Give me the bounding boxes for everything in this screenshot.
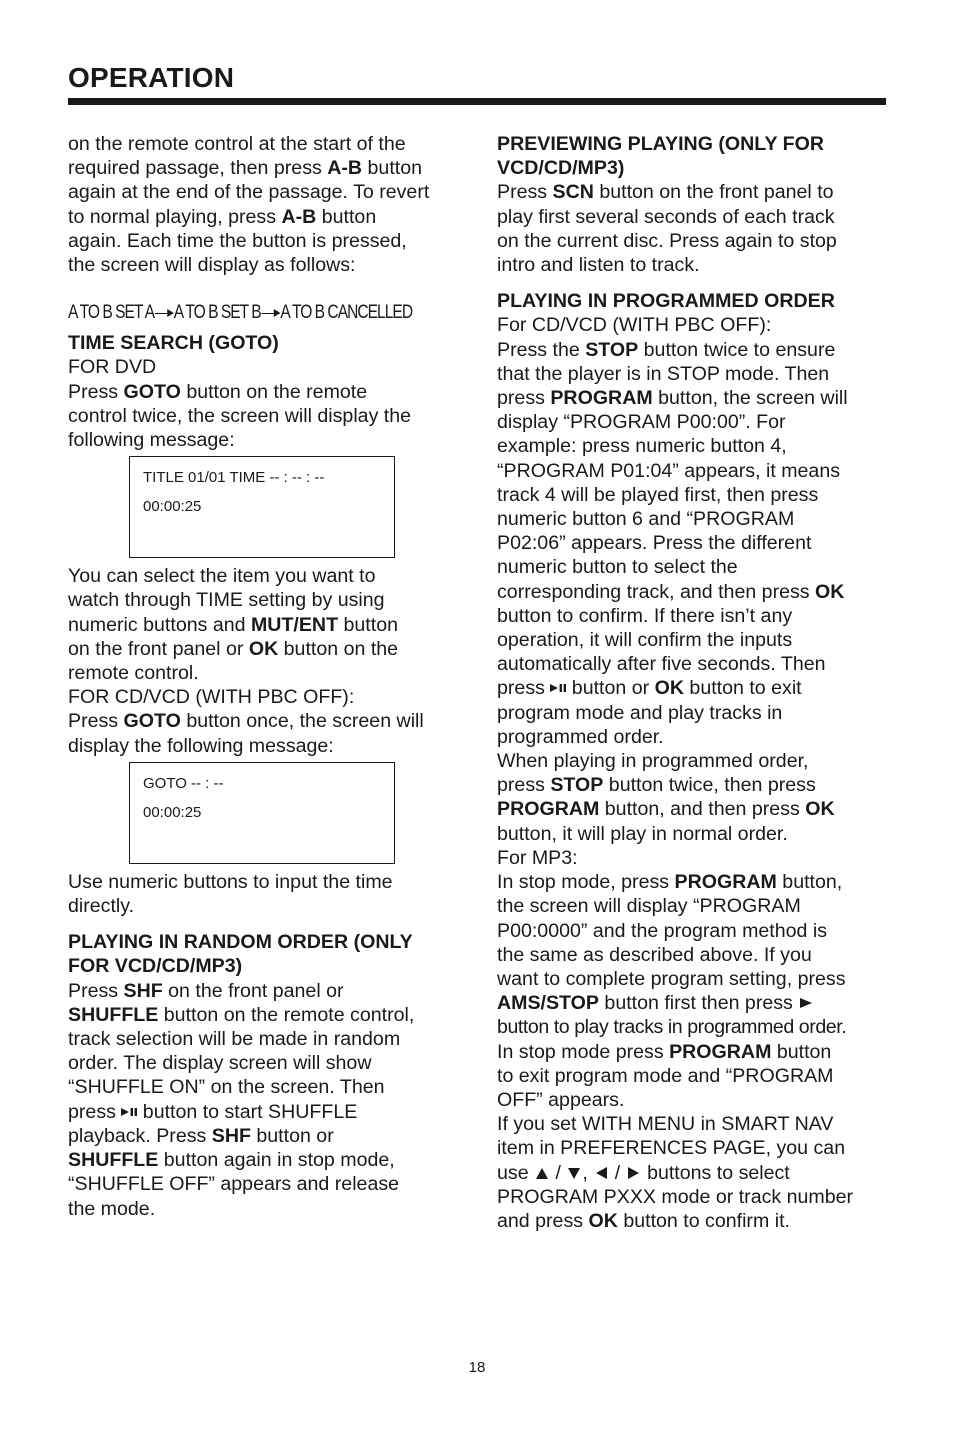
text-line <box>497 991 889 1015</box>
text: You can select the item you want to <box>68 565 376 588</box>
text-line <box>497 967 889 991</box>
text-line <box>68 1124 460 1148</box>
up-triangle-icon <box>534 1166 550 1180</box>
bold-text: PROGRAM <box>669 1040 772 1063</box>
text-line <box>497 483 889 507</box>
text-line <box>497 822 889 846</box>
text-line <box>497 773 889 797</box>
text: on the current disc. Press again to stop <box>497 229 837 252</box>
text: and press <box>497 1209 589 1232</box>
bold-text: STOP <box>585 338 639 361</box>
text-line <box>497 604 889 628</box>
text-line <box>68 180 460 204</box>
text-line <box>497 1064 889 1088</box>
text: again. Each time the button is pressed, <box>68 229 407 252</box>
display-line: 00:00:25 <box>143 498 202 516</box>
text: order. The display screen will show <box>68 1052 372 1075</box>
text: button or <box>250 1124 334 1147</box>
text-line <box>68 229 460 253</box>
text-line <box>497 1185 889 1209</box>
text: button on the <box>278 637 399 660</box>
text-line <box>68 380 460 404</box>
text-line <box>68 331 460 355</box>
down-triangle-icon <box>566 1166 582 1180</box>
bold-text: SCN <box>552 181 594 204</box>
text: automatically after five seconds. Then <box>497 653 826 676</box>
text: playback. Press <box>68 1124 212 1147</box>
display-box-dvd <box>129 456 395 558</box>
text: press <box>68 1100 122 1123</box>
text-line <box>497 229 889 253</box>
text-line <box>497 338 889 362</box>
random-order-section <box>68 930 460 1220</box>
text-line <box>497 846 889 870</box>
text-line <box>68 156 460 180</box>
play-icon <box>798 996 814 1010</box>
bold-text: SHF <box>211 1124 251 1147</box>
text-line <box>497 434 889 458</box>
text-line <box>497 652 889 676</box>
text-line <box>68 734 460 758</box>
text-line <box>68 355 460 379</box>
bold-text: PLAYING IN PROGRAMMED ORDER <box>497 290 835 313</box>
text: In stop mode press <box>497 1040 670 1063</box>
text-line <box>68 1197 460 1221</box>
text-line <box>497 894 889 918</box>
text-line <box>68 404 460 428</box>
text: If you set WITH MENU in SMART NAV <box>497 1113 834 1136</box>
ab-step-b: A TO B SET B <box>173 302 261 324</box>
text-line <box>497 386 889 410</box>
text: corresponding track, and then press <box>497 580 816 603</box>
text: “PROGRAM P01:04” appears, it means <box>497 459 841 482</box>
text: button <box>771 1040 832 1063</box>
text: For MP3: <box>497 846 578 869</box>
text: In stop mode, press <box>497 871 675 894</box>
text: press <box>497 774 551 797</box>
text: button, and then press <box>599 798 806 821</box>
text: again at the end of the passage. To revert <box>68 181 430 204</box>
bold-text: PROGRAM <box>497 798 600 821</box>
text-line <box>497 580 889 604</box>
text: button, <box>776 871 843 894</box>
text: P00:0000” and the program method is <box>497 919 828 942</box>
text: , <box>582 1161 594 1184</box>
text-line <box>497 943 889 967</box>
text: button, the screen will <box>652 387 848 410</box>
text-line <box>68 894 460 918</box>
text: play first several seconds of each track <box>497 205 835 228</box>
text: Use numeric buttons to input the time <box>68 870 393 893</box>
text: want to complete program setting, press <box>497 967 846 990</box>
numeric-paragraph <box>68 870 460 918</box>
arrow-right-icon <box>155 313 173 314</box>
text: display “PROGRAM P00:00”. For <box>497 411 786 434</box>
text: press <box>497 387 551 410</box>
bold-text: MUT/ENT <box>250 613 339 636</box>
preview-section <box>497 132 889 277</box>
text: “SHUFFLE ON” on the screen. Then <box>68 1076 385 1099</box>
bold-text: OK <box>654 677 684 700</box>
text-line <box>68 564 460 588</box>
text-line <box>68 930 460 954</box>
text: use <box>497 1161 535 1184</box>
text-line <box>68 1100 460 1124</box>
text-line <box>497 362 889 386</box>
text-line <box>497 132 889 156</box>
text: FOR DVD <box>68 356 157 379</box>
text: button first then press <box>598 992 799 1015</box>
text: programmed order. <box>497 725 664 748</box>
text-line <box>497 749 889 773</box>
header-rule <box>68 98 886 105</box>
text-line <box>497 1161 889 1185</box>
text-line <box>68 1003 460 1027</box>
text: button to exit <box>683 677 802 700</box>
text: directly. <box>68 895 135 918</box>
ab-step-cancelled: A TO B CANCELLED <box>280 302 413 324</box>
left-triangle-icon <box>593 1166 609 1180</box>
display-box-cd <box>129 762 395 864</box>
bold-text: TIME SEARCH (GOTO) <box>68 332 279 355</box>
text: the same as described above. If you <box>497 943 812 966</box>
text: “SHUFFLE OFF” appears and release <box>68 1173 400 1196</box>
text: intro and listen to track. <box>497 254 700 277</box>
text: Press the <box>497 338 586 361</box>
text-line <box>68 870 460 894</box>
right-triangle-icon <box>626 1166 642 1180</box>
bold-text: SHUFFLE <box>68 1003 159 1026</box>
text: button on the front panel to <box>593 181 834 204</box>
text: button twice, then press <box>603 774 816 797</box>
text-line <box>497 507 889 531</box>
text-line <box>68 685 460 709</box>
text-line <box>497 1088 889 1112</box>
text-line <box>497 1112 889 1136</box>
text: numeric buttons and <box>68 613 251 636</box>
bold-text: STOP <box>550 774 604 797</box>
text-line <box>497 180 889 204</box>
text-line <box>497 313 889 337</box>
text-line <box>497 531 889 555</box>
text-line <box>68 954 460 978</box>
text-line <box>68 1027 460 1051</box>
text-line <box>497 459 889 483</box>
text: operation, it will confirm the inputs <box>497 629 793 652</box>
text: example: press numeric button 4, <box>497 435 787 458</box>
page-number: 18 <box>468 1359 486 1376</box>
text: on the front panel or <box>68 637 249 660</box>
text: button or <box>566 677 655 700</box>
text-line <box>497 205 889 229</box>
text: / <box>550 1161 567 1184</box>
text: For CD/VCD (WITH PBC OFF): <box>497 314 772 337</box>
text-line <box>497 156 889 180</box>
text-line <box>68 709 460 733</box>
text: OFF” appears. <box>497 1088 625 1111</box>
text-line <box>497 725 889 749</box>
text: to exit program mode and “PROGRAM <box>497 1064 834 1087</box>
text: numeric button to select the <box>497 556 738 579</box>
text-line <box>68 1051 460 1075</box>
text-line <box>497 701 889 725</box>
text: track selection will be made in random <box>68 1028 401 1051</box>
text-line <box>68 205 460 229</box>
bold-text: PROGRAM <box>550 387 653 410</box>
text: button to confirm it. <box>617 1209 790 1232</box>
bold-text: A-B <box>281 205 317 228</box>
text: remote control. <box>68 662 199 685</box>
play-pause-icon <box>550 681 566 695</box>
text-line <box>68 1075 460 1099</box>
page-title: OPERATION <box>68 62 235 93</box>
text-line <box>497 1136 889 1160</box>
text-line <box>497 289 889 313</box>
text: display the following message: <box>68 734 334 757</box>
bold-text: PREVIEWING PLAYING (ONLY FOR <box>497 133 824 155</box>
text-line <box>68 428 460 452</box>
text: control twice, the screen will display the <box>68 404 412 427</box>
text-line <box>68 637 460 661</box>
text: button <box>338 613 398 636</box>
text: button again in stop mode, <box>158 1149 395 1172</box>
left-column <box>68 132 460 1221</box>
text: Press <box>68 380 124 403</box>
bold-text: PLAYING IN RANDOM ORDER (ONLY <box>68 931 413 954</box>
bold-text: SHF <box>123 979 163 1002</box>
text: / <box>609 1161 626 1184</box>
bold-text: SHUFFLE <box>68 1149 159 1172</box>
bold-text: OK <box>815 580 845 603</box>
text-line <box>68 613 460 637</box>
text: P02:06” appears. Press the different <box>497 532 812 555</box>
text: numeric button 6 and “PROGRAM <box>497 508 795 531</box>
text: that the player is in STOP mode. Then <box>497 362 830 385</box>
text: Press <box>497 181 553 204</box>
bold-text: AMS/STOP <box>497 992 599 1015</box>
text: watch through TIME setting by using <box>68 589 385 612</box>
text: Press <box>68 710 124 733</box>
text-line <box>497 410 889 434</box>
text: the screen will display as follows: <box>68 254 356 277</box>
text: on the front panel or <box>162 979 344 1002</box>
text-line <box>68 1172 460 1196</box>
ab-step-a: A TO B SET A <box>68 302 155 324</box>
text-line <box>497 676 889 700</box>
text: the mode. <box>68 1197 156 1220</box>
bold-text: OK <box>588 1209 618 1232</box>
text-line <box>497 797 889 821</box>
text: track 4 will be played first, then press <box>497 483 819 506</box>
text: button once, the screen will <box>180 710 424 733</box>
bold-text: VCD/CD/MP3) <box>497 157 625 180</box>
text: item in PREFERENCES PAGE, you can <box>497 1137 846 1160</box>
text-line <box>68 661 460 685</box>
text-line <box>497 919 889 943</box>
text-line <box>497 1209 889 1233</box>
text: When playing in programmed order, <box>497 750 809 773</box>
text: PROGRAM PXXX mode or track number <box>497 1185 854 1208</box>
display-line: GOTO -- : -- <box>143 774 224 792</box>
select-paragraph <box>68 564 460 758</box>
right-column <box>497 132 889 1233</box>
programmed-order-section <box>497 289 889 1233</box>
text-line <box>497 1015 889 1039</box>
text: Press <box>68 979 124 1002</box>
text: button <box>362 157 422 180</box>
text: FOR CD/VCD (WITH PBC OFF): <box>68 686 355 709</box>
time-search-section <box>68 331 460 452</box>
text: to normal playing, press <box>68 205 282 228</box>
text-line <box>497 253 889 277</box>
text: program mode and play tracks in <box>497 701 783 724</box>
bold-text: OK <box>248 637 279 660</box>
ab-sequence <box>68 295 413 331</box>
bold-text: FOR VCD/CD/MP3) <box>68 955 243 978</box>
text: required passage, then press <box>68 157 328 180</box>
display-line: 00:00:25 <box>143 803 202 821</box>
display-line: TITLE 01/01 TIME -- : -- : -- <box>143 469 325 487</box>
text-line <box>68 132 460 156</box>
text-line <box>68 979 460 1003</box>
text-line <box>497 628 889 652</box>
bold-text: OK <box>805 798 835 821</box>
text: following message: <box>68 429 235 452</box>
intro-paragraph <box>68 132 460 277</box>
bold-text: GOTO <box>123 380 181 403</box>
text-line <box>68 1148 460 1172</box>
text: buttons to select <box>641 1161 790 1184</box>
bold-text: PROGRAM <box>674 871 777 894</box>
text: button to play tracks in programmed order. <box>497 1016 847 1039</box>
text-line <box>497 1040 889 1064</box>
text: button to start SHUFFLE <box>137 1100 358 1123</box>
text: button, it will play in normal order. <box>497 822 788 845</box>
text: button <box>316 205 377 228</box>
play-pause-icon <box>121 1105 137 1119</box>
text-line <box>68 588 460 612</box>
text: button twice to ensure <box>638 338 836 361</box>
arrow-right-icon <box>261 313 279 314</box>
text: on the remote control at the start of the <box>68 133 406 155</box>
text: the screen will display “PROGRAM <box>497 895 801 918</box>
text: button on the remote <box>180 380 368 403</box>
text: button to confirm. If there isn’t any <box>497 604 793 627</box>
text-line <box>497 555 889 579</box>
text-line <box>68 253 460 277</box>
bold-text: A-B <box>327 157 363 180</box>
text: press <box>497 677 551 700</box>
text-line <box>497 870 889 894</box>
text: button on the remote control, <box>158 1003 415 1026</box>
bold-text: GOTO <box>123 710 181 733</box>
